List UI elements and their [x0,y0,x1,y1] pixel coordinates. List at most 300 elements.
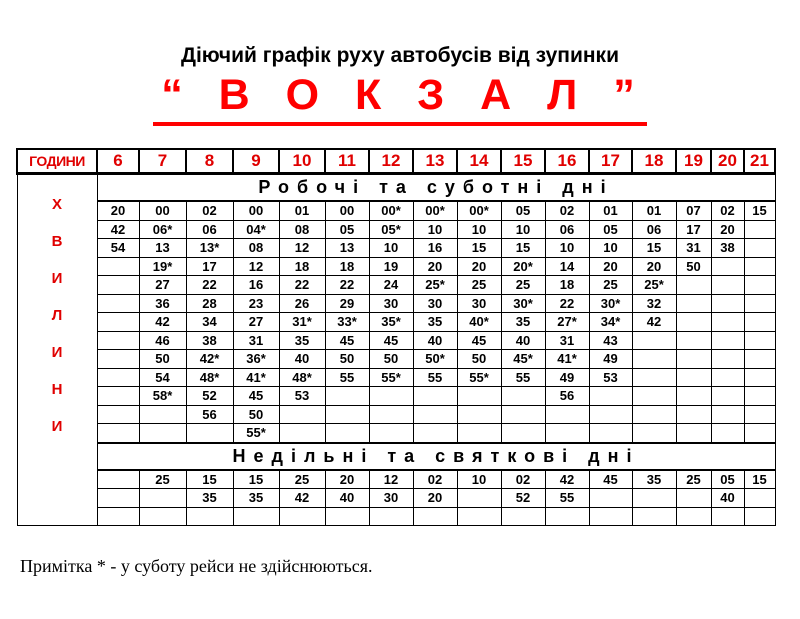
minute-cell [369,507,413,526]
minute-cell [711,387,744,406]
minute-cell: 50 [139,350,186,369]
minute-cell: 55* [457,368,501,387]
minute-cell: 42 [279,489,325,508]
minute-cell: 01 [632,201,676,220]
minute-cell [589,405,632,424]
minute-cell [97,489,139,508]
minute-cell: 58* [139,387,186,406]
minute-cell [711,313,744,332]
minute-cell: 12 [233,257,279,276]
minute-cell: 56 [186,405,233,424]
minutes-row [17,239,775,258]
stop-name: “ В О К З А Л ” [153,70,647,126]
minute-cell [711,331,744,350]
minute-cell: 07 [676,201,711,220]
hour-header: 9 [233,149,279,174]
minute-cell [545,507,589,526]
minute-cell [325,405,369,424]
minute-cell [676,313,711,332]
minute-cell [744,257,775,276]
minute-cell: 10 [413,220,457,239]
minute-cell [711,507,744,526]
minute-cell: 40 [279,350,325,369]
minute-cell [545,405,589,424]
minute-cell: 52 [501,489,545,508]
minute-cell: 06 [632,220,676,239]
minute-cell: 32 [632,294,676,313]
minute-cell [457,507,501,526]
minute-cell: 15 [632,239,676,258]
minute-cell: 18 [545,276,589,295]
minute-cell: 08 [233,239,279,258]
minute-cell: 33* [325,313,369,332]
minute-cell: 27* [545,313,589,332]
minute-cell: 52 [186,387,233,406]
minute-cell: 00 [233,201,279,220]
minute-cell: 50 [233,405,279,424]
minute-cell: 34* [589,313,632,332]
minute-cell: 25 [589,276,632,295]
minute-cell [676,387,711,406]
minute-cell: 26 [279,294,325,313]
minute-cell [632,405,676,424]
minutes-row [17,201,775,220]
minute-cell: 40 [413,331,457,350]
minute-cell: 45* [501,350,545,369]
minutes-row [17,507,775,526]
minute-cell: 20 [413,257,457,276]
minute-cell: 25 [139,470,186,489]
schedule-title: Діючий графік руху автобусів від зупинки [181,44,619,67]
minute-cell [676,276,711,295]
minutes-row [17,331,775,350]
minute-cell [97,424,139,443]
minute-cell [97,294,139,313]
minute-cell: 50 [369,350,413,369]
minute-cell: 04* [233,220,279,239]
minute-cell: 27 [233,313,279,332]
minute-cell: 25 [457,276,501,295]
minute-cell: 30* [501,294,545,313]
minute-cell: 19* [139,257,186,276]
minute-cell: 20 [457,257,501,276]
minute-cell: 45 [233,387,279,406]
minute-cell [501,507,545,526]
minute-cell: 19 [369,257,413,276]
minute-cell: 41* [233,368,279,387]
minute-cell: 15 [233,470,279,489]
minute-cell: 28 [186,294,233,313]
hour-header: 10 [279,149,325,174]
minute-cell [632,424,676,443]
minute-cell [711,257,744,276]
footnote: Примітка * - у суботу рейси не здійснюються. [20,556,373,576]
minute-cell [457,489,501,508]
workdays-section-title: Робочі та суботні дні [97,174,775,202]
minute-cell [139,489,186,508]
minute-cell: 35 [632,470,676,489]
holidays-section-title: Недільні та святкові дні [97,443,775,470]
minute-cell: 30 [413,294,457,313]
minute-cell [676,424,711,443]
minute-cell: 15 [186,470,233,489]
minute-cell [632,350,676,369]
minute-cell [279,424,325,443]
minute-cell: 00 [325,201,369,220]
minutes-label-letter: В [51,233,63,250]
minute-cell: 06 [186,220,233,239]
minute-cell: 02 [186,201,233,220]
hour-header: 15 [501,149,545,174]
minute-cell [632,331,676,350]
minute-cell: 48* [186,368,233,387]
minute-cell: 50 [457,350,501,369]
minute-cell [711,405,744,424]
minute-cell: 42 [545,470,589,489]
minute-cell: 41* [545,350,589,369]
minute-cell: 02 [501,470,545,489]
minute-cell [325,507,369,526]
minute-cell: 13 [325,239,369,258]
minute-cell [744,350,775,369]
hour-header: 8 [186,149,233,174]
minutes-row [17,470,775,489]
minute-cell: 06 [545,220,589,239]
minute-cell: 55 [325,368,369,387]
minute-cell [744,220,775,239]
minute-cell [139,424,186,443]
minute-cell: 45 [589,470,632,489]
minute-cell: 36 [139,294,186,313]
minute-cell: 01 [279,201,325,220]
minutes-label-letter: Н [51,381,63,398]
minute-cell: 10 [501,220,545,239]
minute-cell [369,424,413,443]
minutes-row [17,220,775,239]
minute-cell [676,489,711,508]
minute-cell: 30* [589,294,632,313]
minute-cell: 27 [139,276,186,295]
minute-cell: 55 [501,368,545,387]
minute-cell: 20 [711,220,744,239]
minute-cell: 22 [325,276,369,295]
minute-cell [744,507,775,526]
minute-cell: 45 [457,331,501,350]
hour-header: 19 [676,149,711,174]
minute-cell [369,387,413,406]
minute-cell: 10 [589,239,632,258]
minute-cell: 05 [501,201,545,220]
minute-cell: 10 [457,220,501,239]
minute-cell: 38 [186,331,233,350]
minute-cell [711,294,744,313]
minute-cell: 40 [501,331,545,350]
schedule-table [16,148,776,526]
hour-header: 16 [545,149,589,174]
minute-cell: 40 [325,489,369,508]
minute-cell [711,350,744,369]
minute-cell [369,405,413,424]
minutes-label-letter: Х [51,196,62,213]
minute-cell [139,507,186,526]
minute-cell: 10 [545,239,589,258]
hour-header: 12 [369,149,413,174]
minute-cell: 49 [589,350,632,369]
minute-cell: 30 [369,294,413,313]
minute-cell: 40 [711,489,744,508]
minute-cell: 10 [457,470,501,489]
minute-cell [711,368,744,387]
minute-cell [325,387,369,406]
minute-cell: 20 [413,489,457,508]
minute-cell: 25 [501,276,545,295]
minute-cell: 29 [325,294,369,313]
minute-cell: 22 [186,276,233,295]
minutes-row [17,276,775,295]
minute-cell [97,368,139,387]
minute-cell: 45 [369,331,413,350]
minute-cell [676,405,711,424]
minutes-row [17,257,775,276]
minute-cell [711,276,744,295]
minute-cell [744,294,775,313]
minute-cell: 35 [233,489,279,508]
minute-cell [233,507,279,526]
minute-cell [413,387,457,406]
minute-cell [413,405,457,424]
minute-cell: 10 [369,239,413,258]
hour-header: 21 [744,149,775,174]
minute-cell: 00* [457,201,501,220]
minute-cell [501,387,545,406]
minute-cell: 53 [279,387,325,406]
minute-cell [97,276,139,295]
minute-cell [139,405,186,424]
minute-cell [97,387,139,406]
minute-cell: 17 [186,257,233,276]
minute-cell: 23 [233,294,279,313]
section-header-row [17,443,775,470]
hour-header: 7 [139,149,186,174]
minute-cell: 25* [413,276,457,295]
minutes-label-letter: И [51,270,63,287]
section-header-row [17,174,775,202]
minute-cell: 25 [676,470,711,489]
minute-cell [676,368,711,387]
minute-cell [632,507,676,526]
minute-cell [589,387,632,406]
minute-cell: 35 [279,331,325,350]
minute-cell [744,424,775,443]
minute-cell: 20 [632,257,676,276]
minute-cell: 18 [279,257,325,276]
minute-cell [186,424,233,443]
minute-cell: 50 [325,350,369,369]
minute-cell: 12 [279,239,325,258]
minute-cell [744,489,775,508]
minute-cell [97,470,139,489]
minute-cell [744,405,775,424]
minute-cell [413,507,457,526]
minute-cell [545,424,589,443]
minute-cell [97,405,139,424]
minute-cell: 12 [369,470,413,489]
minute-cell [744,331,775,350]
minute-cell: 46 [139,331,186,350]
hour-header: 13 [413,149,457,174]
minute-cell: 38 [711,239,744,258]
minute-cell: 55 [545,489,589,508]
minute-cell: 49 [545,368,589,387]
minutes-row [17,387,775,406]
minutes-row [17,489,775,508]
minute-cell: 43 [589,331,632,350]
minute-cell: 42 [139,313,186,332]
minutes-label-letter: Л [51,307,63,324]
minute-cell: 24 [369,276,413,295]
minute-cell: 55* [233,424,279,443]
minute-cell: 02 [545,201,589,220]
minutes-label-letter: И [51,344,63,361]
minute-cell: 42* [186,350,233,369]
minute-cell: 20 [589,257,632,276]
minute-cell: 35 [501,313,545,332]
minute-cell [632,387,676,406]
minute-cell: 55 [413,368,457,387]
minute-cell: 00 [139,201,186,220]
minute-cell: 36* [233,350,279,369]
minute-cell [97,257,139,276]
minute-cell: 16 [413,239,457,258]
minute-cell: 13 [139,239,186,258]
minute-cell [632,489,676,508]
minute-cell [457,424,501,443]
minute-cell [501,405,545,424]
minute-cell: 35 [413,313,457,332]
minute-cell [676,331,711,350]
minute-cell: 15 [501,239,545,258]
minute-cell: 00* [413,201,457,220]
minute-cell: 15 [744,470,775,489]
hour-header: 17 [589,149,632,174]
minute-cell: 06* [139,220,186,239]
minute-cell: 15 [457,239,501,258]
minute-cell [711,424,744,443]
minutes-row [17,368,775,387]
minute-cell: 30 [369,489,413,508]
minute-cell: 31 [233,331,279,350]
minute-cell: 22 [545,294,589,313]
hour-header: 20 [711,149,744,174]
minute-cell: 42 [97,220,139,239]
minutes-label-letter: И [51,418,63,435]
minute-cell: 25 [279,470,325,489]
minute-cell [457,405,501,424]
minute-cell: 14 [545,257,589,276]
minute-cell: 25* [632,276,676,295]
hour-header: 11 [325,149,369,174]
minute-cell: 50 [676,257,711,276]
minute-cell: 45 [325,331,369,350]
minute-cell [676,294,711,313]
minute-cell: 13* [186,239,233,258]
minute-cell: 35* [369,313,413,332]
minute-cell: 31 [545,331,589,350]
minute-cell [279,507,325,526]
minute-cell: 15 [744,201,775,220]
minute-cell [279,405,325,424]
minutes-label [17,174,97,526]
minute-cell: 16 [233,276,279,295]
minute-cell: 54 [139,368,186,387]
minute-cell: 18 [325,257,369,276]
minute-cell: 02 [413,470,457,489]
minutes-row [17,350,775,369]
minute-cell: 08 [279,220,325,239]
hours-label: ГОДИНИ [17,149,97,174]
minute-cell: 35 [186,489,233,508]
minute-cell: 01 [589,201,632,220]
minute-cell [97,331,139,350]
minute-cell [97,313,139,332]
minute-cell [744,387,775,406]
minute-cell [676,507,711,526]
minute-cell: 05 [589,220,632,239]
minute-cell [744,313,775,332]
minute-cell: 17 [676,220,711,239]
minute-cell: 00* [369,201,413,220]
minute-cell: 05* [369,220,413,239]
minutes-row [17,313,775,332]
minute-cell [186,507,233,526]
minute-cell: 30 [457,294,501,313]
minute-cell [501,424,545,443]
minute-cell: 31* [279,313,325,332]
minute-cell [325,424,369,443]
minute-cell: 22 [279,276,325,295]
minute-cell [744,368,775,387]
minute-cell: 54 [97,239,139,258]
minute-cell [457,387,501,406]
minute-cell [632,368,676,387]
minute-cell [589,489,632,508]
hour-header: 18 [632,149,676,174]
minutes-row [17,424,775,443]
minute-cell [744,239,775,258]
minute-cell [676,350,711,369]
minute-cell [589,424,632,443]
minute-cell: 20* [501,257,545,276]
hour-header: 14 [457,149,501,174]
minute-cell: 48* [279,368,325,387]
minute-cell: 20 [97,201,139,220]
minute-cell: 56 [545,387,589,406]
minute-cell: 42 [632,313,676,332]
minute-cell: 55* [369,368,413,387]
minute-cell: 20 [325,470,369,489]
minute-cell [97,350,139,369]
minute-cell [589,507,632,526]
minute-cell: 05 [325,220,369,239]
minutes-row [17,294,775,313]
minute-cell: 53 [589,368,632,387]
minute-cell: 05 [711,470,744,489]
hours-header-row [17,149,775,174]
minutes-row [17,405,775,424]
minute-cell [744,276,775,295]
minute-cell: 40* [457,313,501,332]
minute-cell: 34 [186,313,233,332]
